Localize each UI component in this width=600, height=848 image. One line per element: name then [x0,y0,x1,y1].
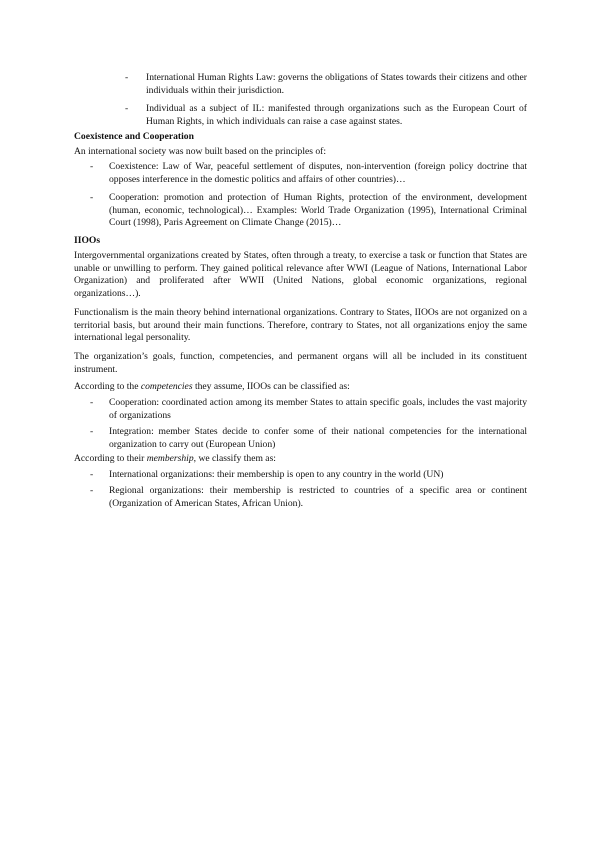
emphasis: competencies [140,381,193,392]
list-marker: - [90,485,94,496]
list-item: Integration: member States decide to confer some of their national competencies for the international organization to carry out (European Union) [109,426,527,450]
section-heading: Coexistence and Cooperation [74,131,194,142]
paragraph: The organization’s goals, function, competencies, and permanent organs will all be included in its constituent instrument. [74,351,527,375]
list-item: Regional organizations: their membership is restricted to countries of a specific area or continent (Organization of American States, African Union). [109,485,527,509]
list-marker: - [90,397,94,408]
list-marker: - [125,72,129,83]
list-item: Individual as a subject of IL: manifested through organizations such as the European Court of Human Rights, in which individuals can raise a case against states. [146,103,527,127]
list-item: International Human Rights Law: governs the obligations of States towards their citizens and other individuals within their jurisdiction. [146,72,527,96]
list-marker: - [90,192,94,203]
paragraph: According to their membership, we classify them as: [74,453,276,464]
paragraph: Intergovernmental organizations created by States, often through a treaty, to exercise a task or function that States are unable or unwilling to perform. They gained political relevance after WWI (League of Nations, International Labor Organization) and proliferated after WWII (United Nations, global economic organizations, regional organizations…). [74,250,527,299]
list-item: Cooperation: promotion and protection of Human Rights, protection of the environment, development (human, economic, technological)… Examples: World Trade Organization (1995), International Criminal Court (1998), Paris Agreement on Climate Change (2015)… [109,192,527,229]
paragraph: Functionalism is the main theory behind international organizations. Contrary to States, IIOOs are not organized on a territorial basis, but around their main functions. Therefore, contrary to States, not all organizations enjoy the same international legal personality. [74,307,527,344]
list-marker: - [125,103,129,114]
section-heading: IIOOs [74,235,101,246]
list-item: International organizations: their membership is open to any country in the world (UN) [109,469,444,480]
list-item: Cooperation: coordinated action among its member States to attain specific goals, includes the vast majority of organizations [109,397,527,421]
paragraph: An international society was now built based on the principles of: [74,146,327,157]
list-marker: - [90,161,94,172]
emphasis: membership [146,453,194,464]
list-item: Coexistence: Law of War, peaceful settlement of disputes, non-intervention (foreign policy doctrine that opposes interference in the domestic politics and affairs of other countries)… [109,161,527,185]
list-marker: - [90,469,94,480]
list-marker: - [90,426,94,437]
paragraph: According to the competencies they assume, IIOOs can be classified as: [74,381,350,392]
